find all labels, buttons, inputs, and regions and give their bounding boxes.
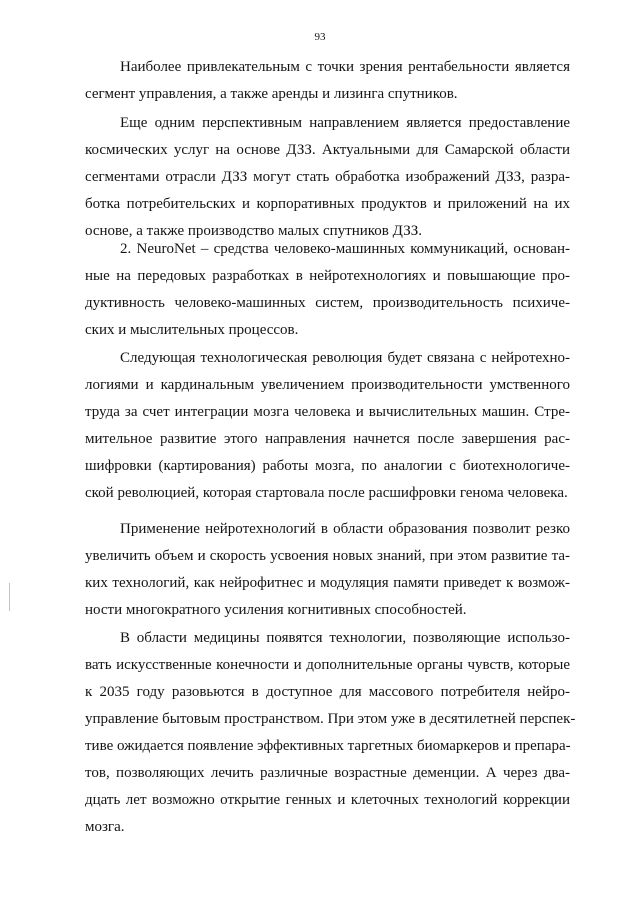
paragraph-line: логиями и кардинальным увеличением производительности умственного — [85, 377, 570, 393]
paragraph-line: Следующая технологическая революция будет связана с нейротехно- — [120, 350, 570, 366]
paragraph-line: Наиболее привлекательным с точки зрения рентабельности является — [120, 59, 570, 75]
paragraph-3 — [85, 236, 570, 344]
paragraph-line: шифровки (картирования) работы мозга, по аналогии с биотехнологиче- — [85, 458, 570, 474]
paragraph-6 — [85, 625, 576, 841]
page-number: 93 — [314, 31, 326, 43]
paragraph-line: тов, позволяющих лечить различные возрастные деменции. А через два- — [85, 765, 570, 781]
paragraph-line: ности многократного усиления когнитивных способностей. — [85, 602, 467, 618]
paragraph-line: космических услуг на основе ДЗЗ. Актуальными для Самарской области — [85, 142, 570, 158]
paragraph-line: ских и мыслительных процессов. — [85, 322, 299, 338]
paragraph-line: дуктивность человеко-машинных систем, производительность психиче- — [85, 295, 570, 311]
paragraph-1 — [85, 54, 570, 108]
paragraph-line: ные на передовых разработках в нейротехнологиях и повышающие про- — [85, 268, 570, 284]
paragraph-line: сегментами отрасли ДЗЗ могут стать обработка изображений ДЗЗ, разра- — [85, 169, 570, 185]
paragraph-line: Применение нейротехнологий в области образования позволит резко — [120, 521, 570, 537]
paragraph-line: труда за счет интеграции мозга человека и вычислительных машин. Стре- — [85, 404, 570, 420]
paragraph-line: Еще одним перспективным направлением является предоставление — [120, 115, 570, 131]
paragraph-line: управление бытовым пространством. При этом уже в десятилетней перспек- — [85, 711, 576, 727]
paragraph-line: увеличить объем и скорость усвоения новых знаний, при этом развитие та- — [85, 548, 570, 564]
paragraph-line: мительное развитие этого направления начнется после завершения рас- — [85, 431, 570, 447]
scan-margin-mark — [9, 583, 10, 611]
paragraph-4 — [85, 345, 570, 507]
paragraph-line: ботка потребительских и корпоративных продуктов и приложений на их — [85, 196, 570, 212]
paragraph-5 — [85, 516, 570, 624]
paragraph-line: В области медицины появятся технологии, позволяющие использо- — [120, 630, 570, 646]
paragraph-line: ких технологий, как нейрофитнес и модуляция памяти приведет к возмож- — [85, 575, 570, 591]
paragraph-line: тиве ожидается появление эффективных таргетных биомаркеров и препара- — [85, 738, 571, 754]
paragraph-line: 2. NeuroNet – средства человеко-машинных коммуникаций, основан- — [120, 241, 570, 257]
paragraph-2 — [85, 110, 570, 245]
paragraph-line: основе, а также производство малых спутников ДЗЗ. — [85, 223, 423, 239]
paragraph-line: сегмент управления, а также аренды и лизинга спутников. — [85, 86, 458, 102]
paragraph-line: ской революцией, которая стартовала после расшифровки генома человека. — [85, 485, 568, 501]
paragraph-line: мозга. — [85, 819, 125, 835]
paragraph-line: к 2035 году разовьются в доступное для массового потребителя нейро- — [85, 684, 570, 700]
paragraph-line: дцать лет возможно открытие генных и клеточных технологий коррекции — [85, 792, 570, 808]
paragraph-line: вать искусственные конечности и дополнительные органы чувств, которые — [85, 657, 570, 673]
